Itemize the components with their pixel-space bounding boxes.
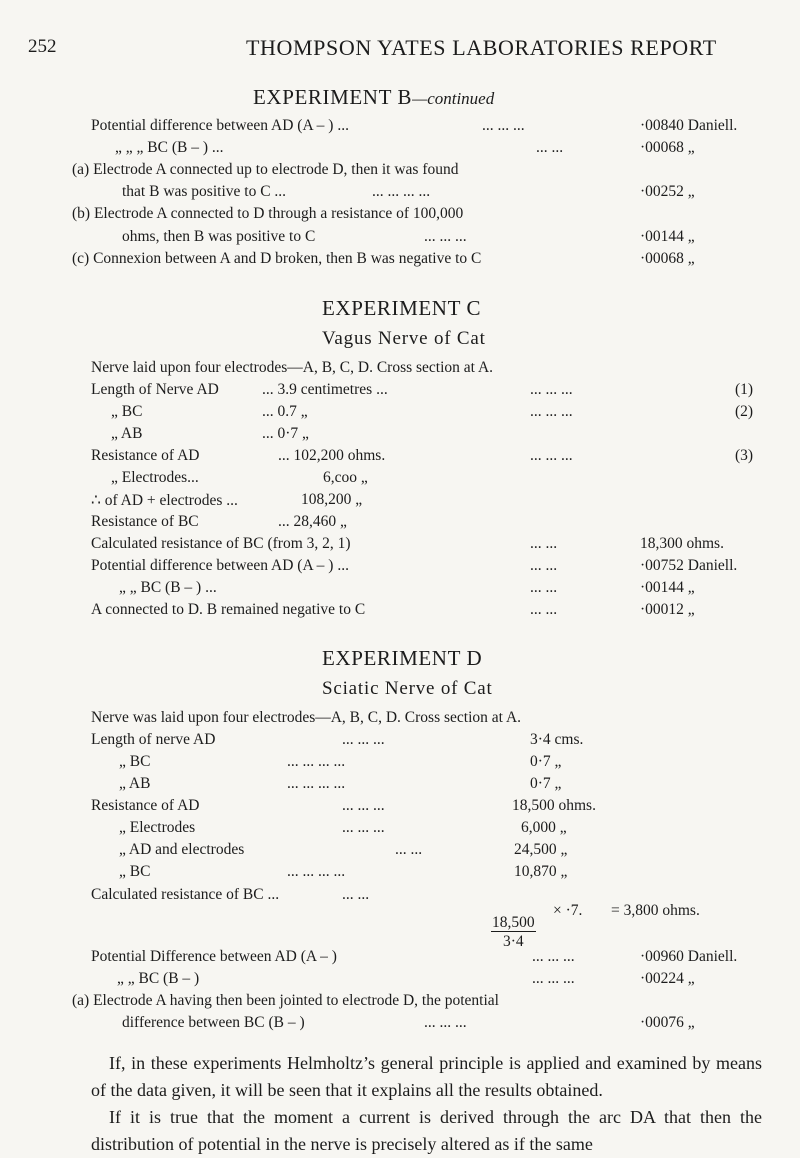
exp-c-row-label: ∴ of AD + electrodes ...: [91, 492, 238, 509]
page-number: 252: [28, 36, 57, 57]
exp-c-row-value: (1): [735, 381, 754, 398]
exp-c-row-value: 18,300 ohms.: [640, 535, 724, 552]
calc-multiplier: × ·7.: [553, 902, 583, 919]
exp-c-row-dots: ... ... ...: [530, 381, 573, 398]
exp-c-row-value: (2): [735, 403, 754, 420]
body-paragraph-2: If it is true that the moment a current is derived through the arc DA that then the distribution of potential in the nerve is precisely altered as if the same: [91, 1107, 762, 1154]
calc-result: = 3,800 ohms.: [611, 902, 700, 919]
exp-d-row-value: ·00960 Daniell.: [640, 948, 738, 965]
exp-c-row-dots: ... ...: [530, 579, 558, 596]
exp-b-row-dots: ... ... ...: [424, 228, 467, 245]
exp-d-row-dots: ... ... ...: [532, 970, 575, 987]
experiment-b-title: [253, 85, 494, 110]
experiment-c-title: EXPERIMENT C: [322, 296, 482, 320]
exp-c-row-dots: ... ...: [530, 601, 558, 618]
exp-c-row-value: ·00752 Daniell.: [640, 557, 738, 574]
exp-d-row-mid: 18,500 ohms.: [512, 797, 596, 814]
exp-d-row-dots: ... ... ...: [342, 819, 385, 836]
exp-d-row-dots: ... ... ...: [342, 797, 385, 814]
exp-d-row-label: „ AD and electrodes: [119, 841, 245, 858]
exp-b-row-label: (c) Connexion between A and D broken, then B was negative to C: [72, 250, 482, 267]
exp-d-row-value: ·00224 „: [640, 970, 695, 987]
exp-b-row-dots: ... ... ... ...: [372, 183, 431, 200]
exp-d-intro: Nerve was laid upon four electrodes—A, B, C, D. Cross section at A.: [91, 709, 522, 726]
exp-c-row-label: „ AB: [111, 425, 143, 442]
exp-c-row-label: Calculated resistance of BC (from 3, 2, 1): [91, 535, 351, 552]
exp-b-row-value: ·00068 „: [640, 139, 695, 156]
exp-d-row-mid: 0·7 „: [530, 753, 562, 770]
running-head: THOMPSON YATES LABORATORIES REPORT: [246, 35, 717, 60]
exp-b-row-dots: ... ...: [536, 139, 564, 156]
exp-d-row-label: Calculated resistance of BC ...: [91, 886, 280, 903]
exp-b-row-value: ·00144 „: [640, 228, 695, 245]
exp-b-row-label: „ „ „ BC (B – ) ...: [115, 139, 224, 156]
exp-b-row-value: ·00840 Daniell.: [640, 117, 738, 134]
exp-c-row-value: ·00012 „: [640, 601, 695, 618]
calculated-resistance-fraction: [491, 913, 536, 951]
exp-c-row-mid: 108,200 „: [301, 491, 363, 508]
exp-c-row-label: „ BC: [111, 403, 143, 420]
exp-c-row-label: A connected to D. B remained negative to C: [91, 601, 366, 618]
exp-c-row-dots: ... ... ...: [530, 403, 573, 420]
exp-c-row-mid: ... 28,460 „: [278, 513, 347, 530]
exp-d-row-label: Resistance of AD: [91, 797, 200, 814]
exp-c-row-mid: ... 3.9 centimetres ...: [262, 381, 388, 398]
exp-c-row-label: Resistance of AD: [91, 447, 200, 464]
exp-d-row-dots: ... ...: [395, 841, 423, 858]
exp-b-row-label: that B was positive to C ...: [122, 183, 287, 200]
exp-d-row-dots: ... ... ...: [532, 948, 575, 965]
experiment-d-title: EXPERIMENT D: [322, 646, 483, 670]
exp-b-row-value: ·00252 „: [640, 183, 695, 200]
exp-b-row-label: (a) Electrode A connected up to electrode D, then it was found: [72, 161, 459, 178]
exp-c-row-label: Length of Nerve AD: [91, 381, 219, 398]
exp-d-row-dots: ... ... ... ...: [287, 775, 346, 792]
exp-c-intro: Nerve laid upon four electrodes—A, B, C, D. Cross section at A.: [91, 359, 494, 376]
exp-d-row-dots: ... ...: [342, 886, 370, 903]
body-paragraph-1: If, in these experiments Helmholtz’s general principle is applied and examined by means of the data given, it will be seen that it explains all the results obtained.: [91, 1053, 762, 1100]
exp-c-row-value: ·00144 „: [640, 579, 695, 596]
exp-d-row-dots: ... ... ...: [424, 1014, 467, 1031]
experiment-b-continued: —continued: [412, 89, 495, 108]
exp-c-row-mid: ... 0.7 „: [262, 403, 308, 420]
exp-d-row-label: „ „ BC (B – ): [117, 970, 200, 987]
fraction-numerator: 18,500: [492, 914, 535, 931]
exp-c-row-dots: ... ...: [530, 557, 558, 574]
fraction-denominator: 3·4: [502, 933, 524, 950]
exp-c-row-dots: ... ... ...: [530, 447, 573, 464]
exp-d-row-mid: 6,000 „: [521, 819, 567, 836]
exp-d-row-label: „ Electrodes: [119, 819, 196, 836]
exp-d-row-label: difference between BC (B – ): [122, 1014, 305, 1031]
exp-d-row-dots: ... ... ...: [342, 731, 385, 748]
exp-d-row-value: ·00076 „: [640, 1014, 695, 1031]
exp-c-row-dots: ... ...: [530, 535, 558, 552]
experiment-b-heading: EXPERIMENT B: [253, 85, 413, 109]
exp-b-row-dots: ... ... ...: [482, 117, 525, 134]
exp-c-row-label: Resistance of BC: [91, 513, 199, 530]
exp-b-row-value: ·00068 „: [640, 250, 695, 267]
exp-c-row-value: (3): [735, 447, 754, 464]
experiment-c-subtitle: Vagus Nerve of Cat: [322, 328, 486, 349]
experiment-d-subtitle: Sciatic Nerve of Cat: [322, 678, 493, 699]
exp-d-row-mid: 3·4 cms.: [530, 731, 584, 748]
exp-b-row-label: (b) Electrode A connected to D through a resistance of 100,000: [72, 205, 464, 222]
exp-d-row-mid: 10,870 „: [514, 863, 568, 880]
exp-d-row-mid: 24,500 „: [514, 841, 568, 858]
exp-c-row-label: Potential difference between AD (A – ) ...: [91, 557, 349, 574]
exp-d-row-dots: ... ... ... ...: [287, 863, 346, 880]
exp-b-row-label: ohms, then B was positive to C: [122, 228, 316, 245]
exp-d-row-label: „ AB: [119, 775, 151, 792]
exp-c-row-mid: ... 102,200 ohms.: [278, 447, 386, 464]
exp-c-row-label: „ „ BC (B – ) ...: [119, 579, 217, 596]
exp-c-row-label: „ Electrodes...: [111, 469, 199, 486]
exp-d-row-mid: 0·7 „: [530, 775, 562, 792]
exp-b-row-label: Potential difference between AD (A – ) ...: [91, 117, 349, 134]
exp-c-row-mid: 6,coo „: [323, 469, 368, 486]
exp-d-row-label: (a) Electrode A having then been jointed to electrode D, the potential: [72, 992, 499, 1009]
exp-c-row-mid: ... 0·7 „: [262, 425, 309, 442]
exp-d-row-label: „ BC: [119, 863, 151, 880]
exp-d-row-label: Length of nerve AD: [91, 731, 216, 748]
exp-d-row-label: „ BC: [119, 753, 151, 770]
exp-d-row-dots: ... ... ... ...: [287, 753, 346, 770]
exp-d-row-label: Potential Difference between AD (A – ): [91, 948, 337, 965]
